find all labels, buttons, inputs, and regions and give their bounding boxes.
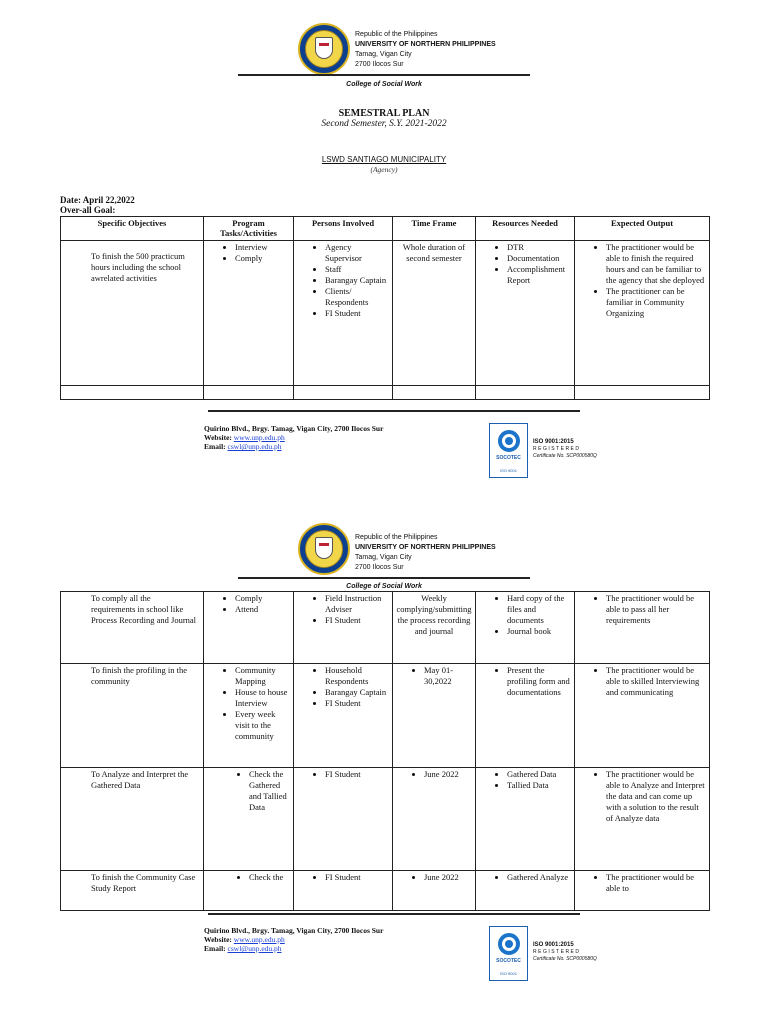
iso-registered: REGISTERED (533, 949, 581, 955)
bullet-list (297, 665, 389, 709)
footer-contact (204, 926, 383, 953)
website-label: Website: (204, 935, 232, 944)
header-university: UNIVERSITY OF NORTHERN PHILIPPINES (355, 544, 496, 551)
list-item: • FI Student (325, 872, 389, 883)
table-header-row (61, 217, 710, 241)
list-item: • Staff (325, 264, 389, 275)
list-item: • House to house Interview (235, 687, 290, 709)
empty-cell (61, 386, 204, 400)
iso-cert: Certificate No. SCP000580Q (533, 956, 597, 962)
objective-cell: To finish the 500 practicum hours including the school awrelated activities (61, 241, 204, 386)
page-subtitle: Second Semester, S.Y. 2021-2022 (321, 119, 447, 129)
output-cell (575, 592, 710, 664)
bullet-list (578, 665, 706, 698)
objective-cell: To Analyze and Interpret the Gathered Data (61, 768, 204, 871)
list-item: • FI Student (325, 698, 389, 709)
college-name: College of Social Work (346, 583, 422, 590)
header-resources: Resources Needed (476, 217, 575, 241)
website-label: Website: (204, 433, 232, 442)
agency-name: LSWD SANTIAGO MUNICIPALITY (321, 155, 447, 164)
iso-title: ISO 9001:2015 (533, 439, 574, 445)
bullet-list (297, 769, 389, 780)
bullet-list (578, 593, 706, 626)
list-item: • FI Student (325, 615, 389, 626)
objective-cell: To comply all the requirements in school like Process Recording and Journal (61, 592, 204, 664)
university-header (355, 30, 496, 70)
resources-cell (476, 664, 575, 768)
header-province: 2700 Ilocos Sur (355, 564, 404, 571)
list-item: • Agency Supervisor (325, 242, 389, 264)
output-cell (575, 664, 710, 768)
header-city: Tamag, Vigan City (355, 51, 412, 58)
table-row (61, 592, 710, 664)
list-item: • Hard copy of the files and documents (507, 593, 571, 626)
badge-brand: SOCOTEC (496, 455, 521, 461)
list-item: • FI Student (325, 308, 389, 319)
header-province: 2700 Ilocos Sur (355, 61, 404, 68)
website-link[interactable]: www.unp.edu.ph (233, 433, 285, 442)
list-item: • Present the profiling form and documentations (507, 665, 571, 698)
bullet-list (479, 242, 571, 286)
bullet-list (297, 242, 389, 319)
agency-caption: (Agency) (370, 165, 398, 174)
resources-cell (476, 768, 575, 871)
bullet-list (207, 242, 290, 264)
bullet-list (207, 665, 290, 742)
table-row (61, 664, 710, 768)
university-header (355, 533, 496, 573)
list-item: • Attend (235, 604, 290, 615)
list-item: • DTR (507, 242, 571, 253)
tasks-cell (204, 664, 294, 768)
list-item: • Check the Gathered and Tallied Data (249, 769, 290, 813)
time-frame-cell: Whole duration of second semester (393, 241, 476, 386)
iso-title: ISO 9001:2015 (533, 942, 574, 948)
university-seal-icon (298, 23, 350, 75)
time-frame-cell (393, 768, 476, 871)
list-item: • Tallied Data (507, 780, 571, 791)
footer-divider (208, 410, 580, 412)
university-seal-icon (298, 523, 350, 575)
bullet-list (578, 872, 706, 894)
tasks-cell (204, 592, 294, 664)
socotec-badge-icon (489, 926, 528, 981)
date-label: Date: April 22,2022 (60, 195, 135, 205)
tasks-cell (204, 871, 294, 911)
table-row (61, 768, 710, 871)
email-link[interactable]: cswl@unp.edu.ph (227, 442, 282, 451)
header-tasks: Program Tasks/Activities (204, 217, 294, 241)
bullet-list (396, 665, 472, 687)
badge-brand: SOCOTEC (496, 958, 521, 964)
list-item: • Comply (235, 253, 290, 264)
iso-certification (533, 941, 597, 963)
list-item: • Check the (249, 872, 290, 883)
footer-address: Quirino Blvd., Brgy. Tamag, Vigan City, 2700 Ilocos Sur (204, 424, 384, 433)
time-frame-cell (393, 871, 476, 911)
header-persons: Persons Involved (294, 217, 393, 241)
footer-address: Quirino Blvd., Brgy. Tamag, Vigan City, 2700 Ilocos Sur (204, 926, 384, 935)
list-item: • Gathered Data (507, 769, 571, 780)
iso-registered: REGISTERED (533, 446, 581, 452)
objective-cell: To finish the Community Case Study Report (61, 871, 204, 911)
bullet-list (207, 593, 290, 615)
list-item: • May 01-30,2022 (424, 665, 472, 687)
bullet-list (207, 872, 290, 883)
time-frame-cell: Weekly complying/submitting the process recording and journal (393, 592, 476, 664)
list-item: • Accomplishment Report (507, 264, 571, 286)
bullet-list (297, 872, 389, 883)
bullet-list (479, 769, 571, 791)
bullet-list (207, 769, 290, 813)
resources-cell (476, 871, 575, 911)
list-item: • Every week visit to the community (235, 709, 290, 742)
persons-cell (294, 241, 393, 386)
list-item: • The practitioner would be able to pass all her requirements (606, 593, 706, 626)
header-divider (238, 577, 530, 579)
list-item: • FI Student (325, 769, 389, 780)
empty-row (61, 386, 710, 400)
bullet-list (479, 593, 571, 637)
persons-cell (294, 592, 393, 664)
bullet-list (479, 665, 571, 698)
list-item: • Community Mapping (235, 665, 290, 687)
empty-cell (393, 386, 476, 400)
tasks-cell (204, 241, 294, 386)
empty-cell (294, 386, 393, 400)
list-item: • Barangay Captain (325, 687, 389, 698)
header-output: Expected Output (575, 217, 710, 241)
badge-small: ISO 9001 (500, 468, 517, 473)
header-city: Tamag, Vigan City (355, 554, 412, 561)
table-row (61, 241, 710, 386)
list-item: • Clients/ Respondents (325, 286, 389, 308)
bullet-list (297, 593, 389, 626)
list-item: • The practitioner would be able to (606, 872, 706, 894)
list-item: • The practitioner would be able to finish the required hours and can be familiar to the agency that she deployed (606, 242, 706, 286)
bullet-list (396, 872, 472, 883)
header-divider (238, 74, 530, 76)
bullet-list (578, 242, 706, 319)
header-university: UNIVERSITY OF NORTHERN PHILIPPINES (355, 41, 496, 48)
college-name: College of Social Work (346, 81, 422, 88)
iso-certification (533, 438, 597, 460)
list-item: • Documentation (507, 253, 571, 264)
email-label: Email: (204, 442, 226, 451)
time-frame-cell (393, 664, 476, 768)
list-item: • Interview (235, 242, 290, 253)
list-item: • The practitioner can be familiar in Community Organizing (606, 286, 706, 319)
list-item: • Barangay Captain (325, 275, 389, 286)
output-cell (575, 768, 710, 871)
empty-cell (575, 386, 710, 400)
bullet-list (479, 872, 571, 883)
header-republic: Republic of the Philippines (355, 31, 438, 38)
header-republic: Republic of the Philippines (355, 534, 438, 541)
iso-cert: Certificate No. SCP000580Q (533, 453, 597, 459)
empty-cell (476, 386, 575, 400)
header-time-frame: Time Frame (393, 217, 476, 241)
persons-cell (294, 871, 393, 911)
bullet-list (396, 769, 472, 780)
list-item: • The practitioner would be able to Analyze and Interpret the data and can come up with a solution to the result of Analyze data (606, 769, 706, 824)
empty-cell (204, 386, 294, 400)
resources-cell (476, 592, 575, 664)
email-label: Email: (204, 944, 226, 953)
list-item: • Field Instruction Adviser (325, 593, 389, 615)
footer-divider (208, 913, 580, 915)
table-row (61, 871, 710, 911)
goal-label: Over-all Goal: (60, 205, 116, 215)
list-item: • The practitioner would be able to skilled Interviewing and communicating (606, 665, 706, 698)
badge-small: ISO 9001 (500, 971, 517, 976)
bullet-list (578, 769, 706, 824)
email-link[interactable]: cswl@unp.edu.ph (227, 944, 282, 953)
list-item: • June 2022 (424, 872, 472, 883)
persons-cell (294, 768, 393, 871)
list-item: • Gathered Analyze (507, 872, 571, 883)
list-item: • Comply (235, 593, 290, 604)
footer-contact (204, 424, 383, 451)
header-objectives: Specific Objectives (61, 217, 204, 241)
tasks-cell (204, 768, 294, 871)
output-cell (575, 871, 710, 911)
page-title: SEMESTRAL PLAN (338, 108, 430, 119)
semestral-plan-table (60, 216, 710, 400)
socotec-badge-icon (489, 423, 528, 478)
list-item: • June 2022 (424, 769, 472, 780)
objective-cell: To finish the profiling in the community (61, 664, 204, 768)
persons-cell (294, 664, 393, 768)
output-cell (575, 241, 710, 386)
list-item: • Household Respondents (325, 665, 389, 687)
list-item: • Journal book (507, 626, 571, 637)
resources-cell (476, 241, 575, 386)
website-link[interactable]: www.unp.edu.ph (233, 935, 285, 944)
semestral-plan-table-continued (60, 591, 710, 911)
